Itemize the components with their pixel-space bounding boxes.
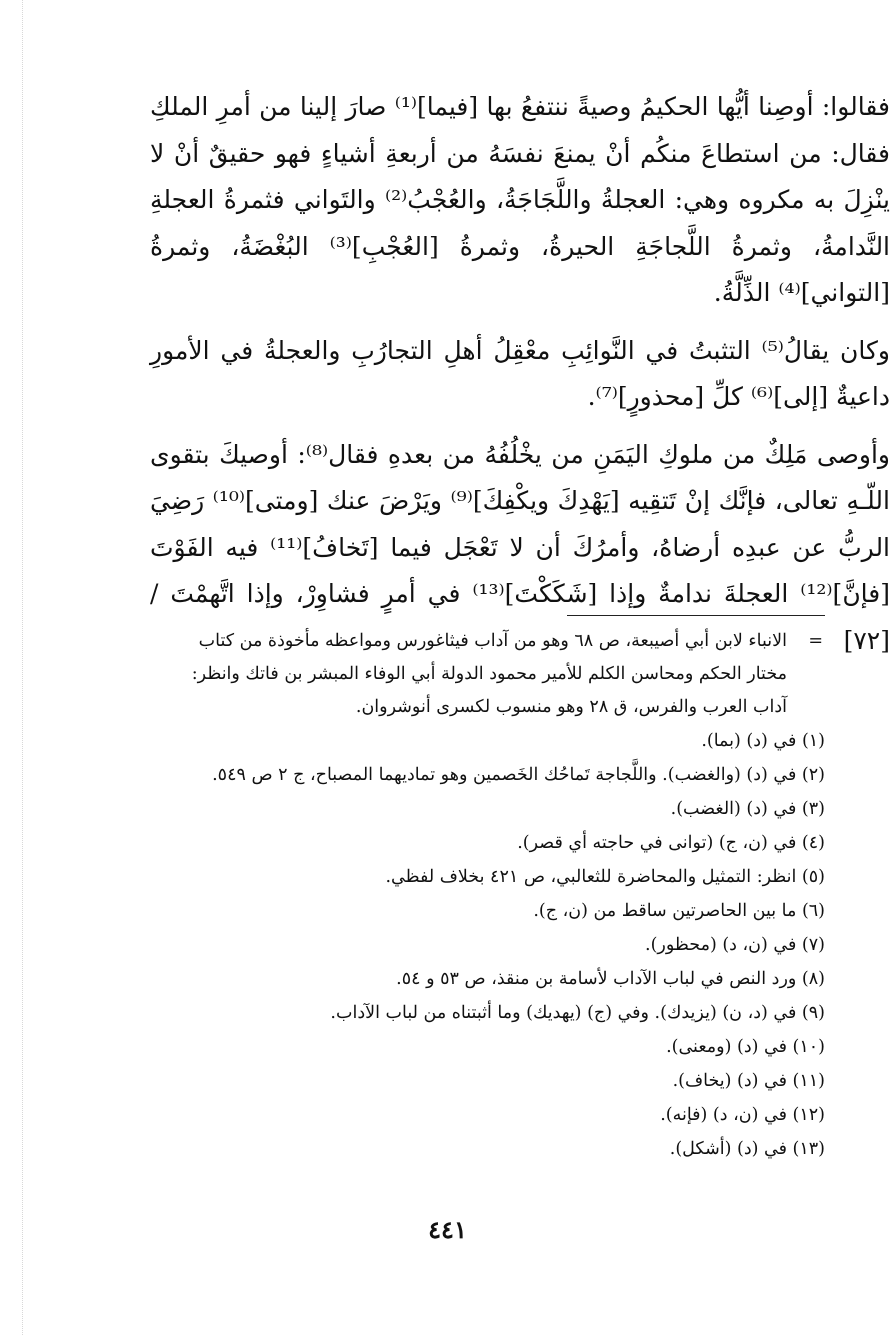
footnote-continuation-text: الانباء لابن أبي أصيبعة، ص ٦٨ وهو من آداب فيثاغورس ومواعظه مأخوذة من كتاب مختار الحكم ومحاسن الكلم للأمير محمود الدولة أبي الوفاء المبشر بن فاتك وانظر: آداب العرب والفرس، ق ٢٨ وهو منسوب لكسرى أنوشروان.	[191, 631, 787, 717]
footnote-3: (٣) في (د) (الغضب).	[670, 799, 825, 819]
paragraph: فقالوا: أوصِنا أيُّها الحكيمُ وصيةً ننتفعُ بها [فيما]⁽¹⁾ صارَ إلينا من أمرِ الملكِ فقال: من استطاعَ منكُم أنْ يمنعَ نفسَهُ من أربعةِ أشياءٍ فهو حقيقٌ أنْ لا ينْزِلَ به مكروه وهي: العجلةُ واللَّجَاجَةُ، والعُجْبُ⁽²⁾ والتَواني فثمرةُ العجلةِ النَّدامةُ، وثمرةُ اللَّجاجَةِ الحيرةُ، وثمرةُ [العُجْبِ]⁽³⁾ البُغْضَةُ، وثمرةُ [التواني]⁽⁴⁾ الذِّلَّةُ.	[150, 92, 891, 307]
main-text	[150, 84, 890, 664]
footnote-1: (١) في (د) (بما).	[701, 731, 825, 751]
paragraph: وكان يقالُ⁽⁵⁾ التثبتُ في النَّوائِبِ معْقِلُ أهلِ التجارُبِ والعجلةُ في الأمورِ داعيةٌ [إلى]⁽⁶⁾ كلِّ [محذورٍ]⁽⁷⁾.	[150, 335, 890, 411]
footnote-2: (٢) في (د) (والغضب). واللَّجاجة تَماحُك الخَصمين وهو تماديهما المصباح، ج ٢ ص ٥٤٩.	[212, 765, 825, 785]
footnote-separator	[567, 615, 825, 616]
footnote-13: (١٣) في (د) (أشكل).	[669, 1139, 825, 1159]
footnote-8: (٨) ورد النص في لباب الآداب لأسامة بن منقذ، ص ٥٣ و ٥٤.	[396, 969, 825, 989]
footnote-6: (٦) ما بين الحاصرتين ساقط من (ن، ج).	[533, 901, 825, 921]
footnote-7: (٧) في (ن، د) (محظور).	[645, 935, 825, 955]
footnote-9: (٩) في (د، ن) (يزيدك). وفي (ج) (يهديك) وما أثبتناه من لباب الآداب.	[330, 1003, 825, 1023]
footnotes	[180, 625, 825, 1166]
continuation-mark: =	[808, 631, 823, 651]
footnote-4: (٤) في (ن، ج) (توانى في حاجته أي قصر).	[517, 833, 825, 853]
footnote-12: (١٢) في (ن، د) (فإنه).	[660, 1105, 825, 1125]
page-number: ٤٤١	[428, 1215, 467, 1244]
footnote-5: (٥) انظر: التمثيل والمحاضرة للثعالبي، ص ٤٢١ بخلاف لفظي.	[385, 867, 825, 887]
scan-gutter	[0, 0, 23, 1335]
footnote-11: (١١) في (د) (يخاف).	[672, 1071, 825, 1091]
paragraph: وأوصى مَلِكٌ من ملوكِ اليَمَنِ من يخْلُفُهُ من بعدهِ فقال⁽⁸⁾: أوصيكَ بتقوى اللّـهِ تعالى، فإنَّك إنْ تَتقِيه [يَهْدِكَ ويكْفِكَ]⁽⁹⁾ ويَرْضَ عنك [ومتى]⁽¹⁰⁾ رَضِيَ الربُّ عن عبدِه أرضاهُ، وأمرُكَ أن لا تَعْجَل فيما [تَخافُ]⁽¹¹⁾ فيه الفَوْتَ [فإنَّ]⁽¹²⁾ العجلةَ ندامةٌ وإذا [شَكَكْتَ]⁽¹³⁾ في أمرٍ فشاوِرْ، وإذا اتَّهمْتَ / [٧٢]	[150, 439, 891, 655]
footnote-continuation	[180, 625, 825, 724]
footnote-10: (١٠) في (د) (ومعنى).	[666, 1037, 825, 1057]
